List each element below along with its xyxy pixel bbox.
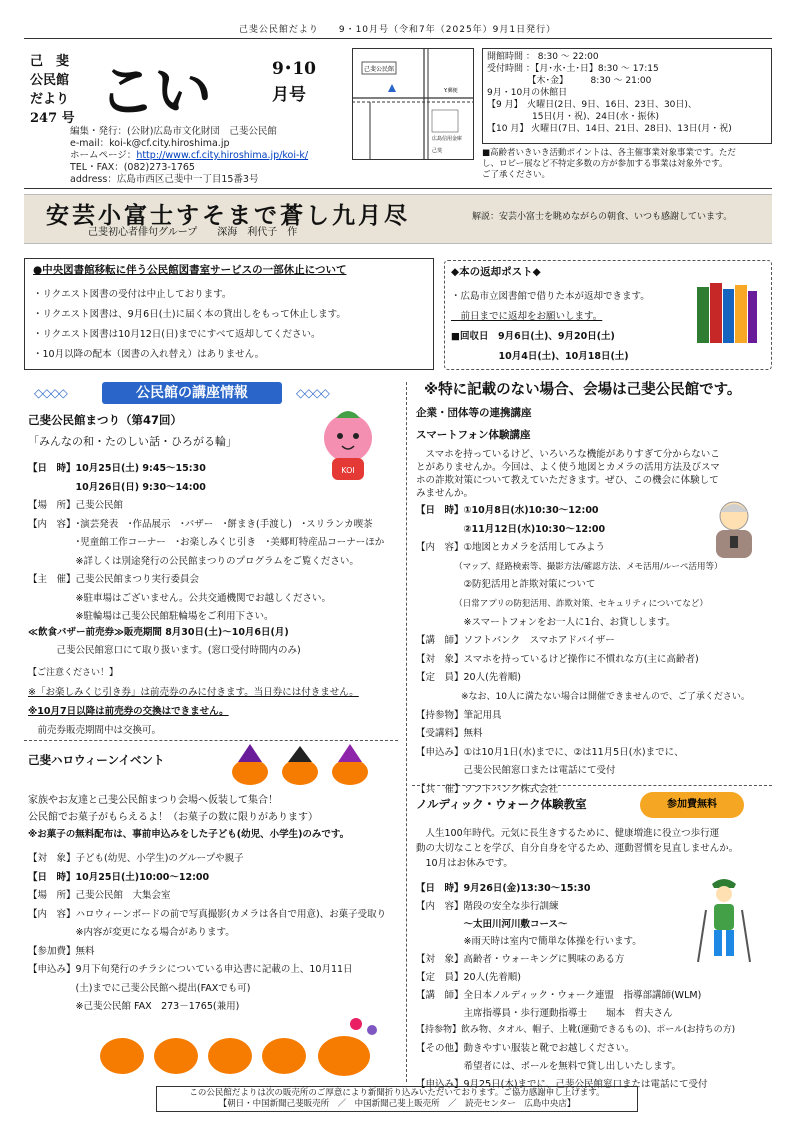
sp-line: 【対 象】スマホを持っているけど操作に不慣れな方(主に高齢者)	[416, 653, 699, 665]
halloween-intro-line: 公民館でお菓子がもらえるよ！（お菓子の数に限りがあります）	[28, 812, 318, 823]
hours-line: 【10 月】 火曜日(7日、14日、21日、28日)、13日(月・祝)	[487, 124, 732, 134]
footer-line: この公民館だよりは次の販売所のご厚意により新聞折り込みいただいております。ご協力感謝申し上げます。	[189, 1088, 605, 1098]
library-lines	[33, 285, 346, 365]
masthead-side-line: 247 号	[30, 111, 75, 126]
address-line: address：広島市西区己斐中一丁目15番3号	[70, 174, 259, 185]
bazaar-line: ≪飲食バザー前売券≫販売期間 8月30日(土)〜10月6日(月)	[28, 627, 289, 638]
banner-deco-left: ◇◇◇◇	[34, 386, 67, 400]
return-line: ■回収日 9月6日(土)、9月20日(土)	[451, 331, 615, 342]
homepage-label: ホームページ：	[70, 150, 137, 161]
nw-title: ノルディック・ウォーク体験教室	[416, 797, 587, 811]
nw-line: 【日 時】9月26日(金)13:30〜15:30	[416, 883, 591, 894]
return-line: 前日までに返却をお願いします。	[451, 311, 603, 322]
halloween-line: 【参加費】無料	[28, 945, 95, 957]
email-label: e-mail：	[70, 138, 110, 149]
festival-title: 己斐公民館まつり（第47回）	[28, 413, 183, 427]
nw-line: 【申込み】9月25日(木)までに、己斐公民館窓口または電話にて受付	[416, 1078, 708, 1090]
sp-header: 企業・団体等の連携講座	[416, 407, 532, 419]
nw-line: 【持参物】飲み物、タオル、帽子、上靴(運動できるもの)、ポール(お持ちの方)	[416, 1025, 736, 1036]
festival-line: ※駐輪場は己斐公民館駐輪場をご利用下さい。	[28, 611, 274, 622]
library-line: ・10月以降の配本（図書の入れ替え）はありません。	[33, 349, 265, 360]
notice-line: ご了承ください。	[482, 170, 551, 180]
festival-details	[28, 460, 384, 627]
halloween-line: ※己斐公民館 FAX 273－1765(兼用)	[28, 1001, 240, 1012]
halloween-intro-line: ※お菓子の無料配布は、事前申込みをした子ども(幼児、小学生)のみです。	[28, 829, 350, 840]
contact-info	[70, 126, 308, 186]
nw-line: 【その他】動きやすい服装と靴でお越しください。	[416, 1043, 635, 1055]
caution-line: ※10月7日以降は前売券の交換はできません。	[28, 706, 229, 717]
books-icon	[693, 281, 759, 347]
tel-line: TEL・FAX：(082)273-1765	[70, 162, 195, 173]
return-post-box	[444, 260, 772, 370]
festival-line: 【日 時】10月25日(土) 9:45〜15:30	[28, 463, 206, 474]
festival-line: 【内 容】･演芸発表 ･作品展示 ･バザー ･餅まき(手渡し) ･スリランカ喫茶	[28, 518, 373, 530]
nw-line: 〜太田川河川敷コース〜	[416, 918, 568, 930]
points-notice	[482, 148, 772, 181]
nw-intro-line: 動の大切なことを学び、自分自身を守るため、運動習慣を見直しませんか。	[416, 843, 739, 854]
sp-line: 【申込み】①は10月1日(水)までに、②は11月5日(水)までに、	[416, 746, 684, 758]
festival-line: ※駐車場はございません。公共交通機関でお越しください。	[28, 592, 332, 604]
sp-title: スマートフォン体験講座	[416, 429, 531, 441]
sp-line: ※スマートフォンをお一人に1台、お貸しします。	[416, 616, 676, 628]
logo-title: こい	[98, 57, 211, 125]
course-banner: 公民館の講座情報	[102, 382, 282, 404]
halloween-line: ※内容が変更になる場合があります。	[28, 927, 235, 938]
halloween-line: 【日 時】10月25日(土)10:00〜12:00	[28, 871, 210, 883]
notice-line: し、ロビー展など不特定多数の方が参加する事業は対象外です。	[482, 159, 728, 169]
svg-text:KOI: KOI	[341, 466, 355, 475]
festival-line: 【場 所】己斐公民館	[28, 500, 124, 511]
library-line: ・リクエスト図書の受付は中止しております。	[33, 289, 232, 300]
halloween-line: (土)までに己斐公民館へ提出(FAXでも可)	[28, 982, 251, 994]
masthead-side	[30, 52, 75, 128]
map-label: 広島信用金庫	[432, 136, 463, 142]
publication-line: 己斐公民館だより 9・10月号（令和7年（2025年）9月1日発行）	[238, 25, 557, 35]
sp-line: 【共 催】ソフトバンク株式会社	[416, 783, 559, 795]
sp-intro-line: みませんか。	[416, 488, 474, 499]
halloween-details	[28, 850, 386, 1017]
nw-line: 主席指導員・歩行運動指導士 堀本 哲夫さん	[416, 1007, 673, 1019]
halloween-line: 【内 容】ハロウィーンボードの前で写真撮影(カメラは各自で用意)、お菓子受取り	[28, 908, 387, 920]
hours-line: 9月・10月の休館日	[487, 88, 568, 98]
sp-line: 【日 時】①10月8日(水)10:30〜12:00	[416, 505, 599, 516]
library-title: ●中央図書館移転に伴う公民館図書室サービスの一部休止について	[33, 264, 347, 276]
issue-line: 月号	[272, 85, 306, 105]
map-label: Y.郵便	[444, 88, 458, 94]
sp-line: ※なお、10人に満たない場合は開催できませんので、ご了承ください。	[416, 691, 750, 702]
haiku-banner	[24, 194, 772, 244]
nw-intro-line: 10月はお休みです。	[416, 858, 513, 869]
sp-line: 【定 員】20人(先着順)	[416, 672, 522, 684]
caution-line: ※「お楽しみくじ引き券」は前売券のみに付きます。当日券には付きません。	[28, 687, 359, 698]
sp-line: 【講 師】ソフトバンク スマホアドバイザー	[416, 635, 615, 647]
nw-line: 希望者には、ポールを無料で貸し出しいたします。	[416, 1060, 682, 1072]
haiku-text: 安芸小富士すそまで蒼し九月尽	[46, 202, 410, 229]
festival-line: ･児童館工作コーナー ･お楽しみくじ引き ･美郷町特産品コーナーほか	[28, 537, 385, 548]
venue-note: ※特に記載のない場合、会場は己斐公民館です。	[424, 382, 742, 398]
festival-line: 【主 催】己斐公民館まつり実行委員会	[28, 574, 200, 585]
library-line: ・リクエスト図書は、9月6日(土)に届く本の貸出しをもって休止します。	[33, 309, 346, 320]
sp-line: 【受講料】無料	[416, 728, 483, 740]
banner-deco-right: ◇◇◇◇	[296, 386, 329, 400]
homepage-link[interactable]: http://www.cf.city.hiroshima.jp/koi-k/	[136, 150, 309, 161]
masthead-side-line: だより	[30, 92, 70, 107]
nw-line: 【対 象】高齢者・ウォーキングに興味のある方	[416, 954, 625, 966]
editor-line: 編集・発行：(公財)広島市文化財団 己斐公民館	[70, 126, 277, 137]
halloween-line: 【申込み】9月下旬発行のチラシについている申込書に記載の上、10月11日	[28, 964, 353, 975]
bazaar-info	[28, 624, 301, 660]
festival-line: 10月26日(日) 9:30〜14:00	[28, 481, 206, 493]
festival-line: ※詳しくは別途発行の公民館まつりのプログラムをご覧ください。	[28, 555, 359, 567]
sp-line: （マップ、経路検索等、撮影方法/確認方法、メモ活用/ルーペ活用等）	[416, 561, 723, 572]
masthead-side-line: 己 斐	[30, 54, 70, 69]
sp-line: ②11月12日(水)10:30〜12:00	[416, 523, 606, 535]
library-notice	[24, 258, 434, 370]
location-map	[352, 48, 474, 160]
sp-details	[416, 502, 750, 800]
sp-intro-line: とがありませんか。今回は、よく使う地図とカメラの活用方法及びスマ	[416, 462, 720, 473]
hours-line: 【9 月】 火曜日(2日、9日、16日、23日、30日)、	[487, 100, 697, 110]
sp-intro-line: ホの詐欺対策について教えていただきます。ぜひ、この機会に体験して	[416, 475, 719, 486]
caution-line: 前売券販売期間中は交換可。	[28, 725, 162, 736]
issue-line: 9･10	[272, 59, 316, 79]
hours-line: 【木･金】 8:30 〜 21:00	[487, 76, 652, 86]
return-line: ・広島市立図書館で借りた本が返却できます。	[451, 291, 650, 302]
nw-line: 【定 員】20人(先着順)	[416, 971, 522, 983]
masthead-side-line: 公民館	[30, 73, 70, 88]
halloween-intro	[28, 792, 349, 843]
hours-line: 開館時間 ： 8:30 〜 22:00	[487, 52, 599, 62]
halloween-line: 【対 象】子ども(幼児、小学生)のグループや親子	[28, 853, 244, 864]
halloween-line: 【場 所】己斐公民館 大集会室	[28, 890, 171, 901]
return-title: ◆本の返却ポスト◆	[451, 266, 541, 278]
sp-intro-line: スマホを持っているけど、いろいろな機能がありすぎて分からないこ	[416, 449, 720, 460]
hours-line: 受付時間 ：【月･水･土･日】8:30 〜 17:15	[487, 64, 659, 74]
hours-line: 15日(月・祝)、24日(水・振休)	[487, 112, 659, 122]
map-label: 己斐公民館	[363, 66, 395, 73]
sp-line: ②防犯活用と詐欺対策について	[416, 579, 596, 591]
sp-line: 【内 容】①地図とカメラを活用してみよう	[416, 542, 606, 554]
sp-intro	[416, 448, 720, 500]
nw-details	[416, 880, 735, 1094]
nw-intro	[416, 826, 738, 871]
jack-o-lanterns-illustration	[96, 1016, 392, 1078]
footer-box	[156, 1086, 638, 1112]
halloween-title: 己斐ハロウィーンイベント	[28, 753, 165, 767]
nw-line: 【講 師】全日本ノルディック・ウォーク連盟 指導部講師(WLM)	[416, 989, 702, 1001]
sp-line: （日常アプリの防犯活用、詐欺対策、セキュリティについてなど）	[416, 598, 708, 609]
map-label: 己斐	[432, 148, 443, 154]
sp-line: 己斐公民館窓口または電話にて受付	[416, 765, 616, 777]
haiku-author: 己斐初心者俳句グループ 深海 利代子 作	[88, 227, 298, 238]
nw-line: ※雨天時は室内で簡単な体操を行います。	[416, 936, 642, 948]
haiku-comment: 解説：安芸小富士を眺めながらの朝食、いつも感謝しています。	[472, 212, 733, 222]
issue-label	[272, 56, 316, 108]
return-line: 10月4日(土)、10月18日(土)	[451, 351, 629, 362]
caution-title: 【ご注意ください！】	[28, 668, 119, 678]
hours-box	[482, 48, 772, 144]
nw-line: 【内 容】階段の安全な歩行訓練	[416, 900, 559, 912]
nw-intro-line: 人生100年時代。元気に長生きするために、健康増進に役立つ歩行運	[416, 828, 720, 839]
caution-info	[28, 664, 359, 740]
bazaar-line: 己斐公民館窓口にて取り扱います。(窓口受付時間内のみ)	[28, 645, 301, 656]
pumpkins-illustration	[228, 744, 374, 786]
email-text: koi-k@cf.city.hiroshima.jp	[109, 138, 230, 149]
notice-line: ■高齢者いきいき活動ポイントは、各主催事業対象事業です。ただ	[482, 148, 736, 158]
nw-badge: 参加費無料	[640, 792, 744, 818]
halloween-intro-line: 家族やお友達と己斐公民館まつり会場へ仮装して集合！	[28, 795, 278, 806]
festival-slogan: 「みんなの和・たのしい話・ひろがる輪」	[28, 435, 237, 448]
footer-line: 【朝日・中国新聞己斐販売所 ／ 中国新聞己斐上販売所 ／ 読売センター 広島中央店】	[218, 1099, 576, 1109]
library-line: ・リクエスト図書は10月12日(日)までにすべて返却してください。	[33, 329, 321, 340]
sp-line: 【持参物】筆記用具	[416, 709, 502, 721]
